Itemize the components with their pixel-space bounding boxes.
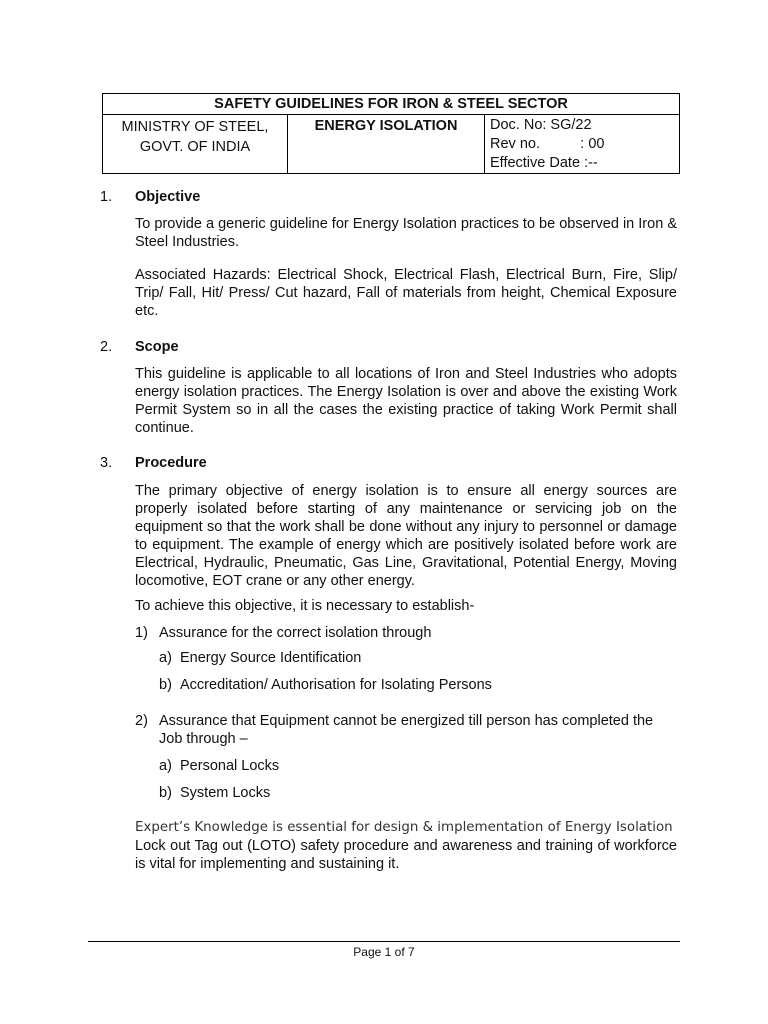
list-item: Energy Source Identification	[180, 650, 362, 666]
list-item: System Locks	[180, 785, 271, 801]
doc-info-cell	[485, 115, 680, 174]
list-item-continuation: Job through –	[159, 731, 248, 747]
document-title: SAFETY GUIDELINES FOR IRON & STEEL SECTOR	[103, 94, 680, 115]
ministry-cell	[103, 115, 288, 174]
list-item: Personal Locks	[180, 758, 280, 774]
list-marker: b)	[159, 785, 172, 801]
list-marker: 2)	[135, 713, 148, 729]
list-marker: a)	[159, 758, 172, 774]
section-title-scope: Scope	[135, 339, 179, 355]
doc-number: Doc. No: SG/22	[490, 117, 592, 133]
list-marker: b)	[159, 677, 172, 693]
list-marker: a)	[159, 650, 172, 666]
header-table	[102, 93, 680, 174]
rev-number: Rev no. : 00	[490, 136, 605, 152]
effective-date: Effective Date :--	[490, 155, 598, 171]
procedure-paragraph: The primary objective of energy isolation is to ensure all energy sources are properly isolated before starting of any maintenance or servicing job on the equipment so that the work shall be done without any injury to personnel or damage to equipment. The example of energy which are positively isolated before work are Electrical, Hydraulic, Pneumatic, Gas Line, Gravitational, Potential Energy, Moving locomotive, EOT crane or any other energy.	[135, 483, 677, 589]
objective-paragraph: To provide a generic guideline for Energy Isolation practices to be observed in Iron & Steel Industries.	[135, 216, 677, 250]
list-item: Accreditation/ Authorisation for Isolating Persons	[180, 677, 492, 693]
ministry-line-1: MINISTRY OF STEEL,	[121, 119, 269, 135]
section-number: 1.	[100, 189, 113, 205]
loto-paragraph: Lock out Tag out (LOTO) safety procedure and awareness and training of workforce is vital for implementing and sustaining it.	[135, 838, 677, 872]
list-item: Assurance that Equipment cannot be energized till person has completed the	[159, 713, 654, 729]
expert-knowledge-line: Expert’s Knowledge is essential for design & implementation of Energy Isolation	[135, 820, 673, 835]
page-number: Page 1 of 7	[353, 945, 415, 959]
ministry-line-2: GOVT. OF INDIA	[139, 139, 251, 155]
topic-cell: ENERGY ISOLATION	[288, 115, 485, 174]
list-marker: 1)	[135, 625, 148, 641]
list-item: Assurance for the correct isolation through	[159, 625, 432, 641]
section-title-objective: Objective	[135, 189, 201, 205]
procedure-lead-in: To achieve this objective, it is necessary to establish-	[135, 598, 475, 614]
section-number: 3.	[100, 455, 113, 471]
scope-paragraph: This guideline is applicable to all locations of Iron and Steel Industries who adopts energy isolation practices. The Energy Isolation is over and above the existing Work Permit System so in all the cases the existing practice of taking Work Permit shall continue.	[135, 366, 677, 436]
section-number: 2.	[100, 339, 113, 355]
footer-divider	[88, 941, 680, 942]
section-title-procedure: Procedure	[135, 455, 207, 471]
hazards-paragraph: Associated Hazards: Electrical Shock, Electrical Flash, Electrical Burn, Fire, Slip/ Trip/ Fall, Hit/ Press/ Cut hazard, Fall of materials from height, Chemical Exposure etc.	[135, 267, 677, 319]
